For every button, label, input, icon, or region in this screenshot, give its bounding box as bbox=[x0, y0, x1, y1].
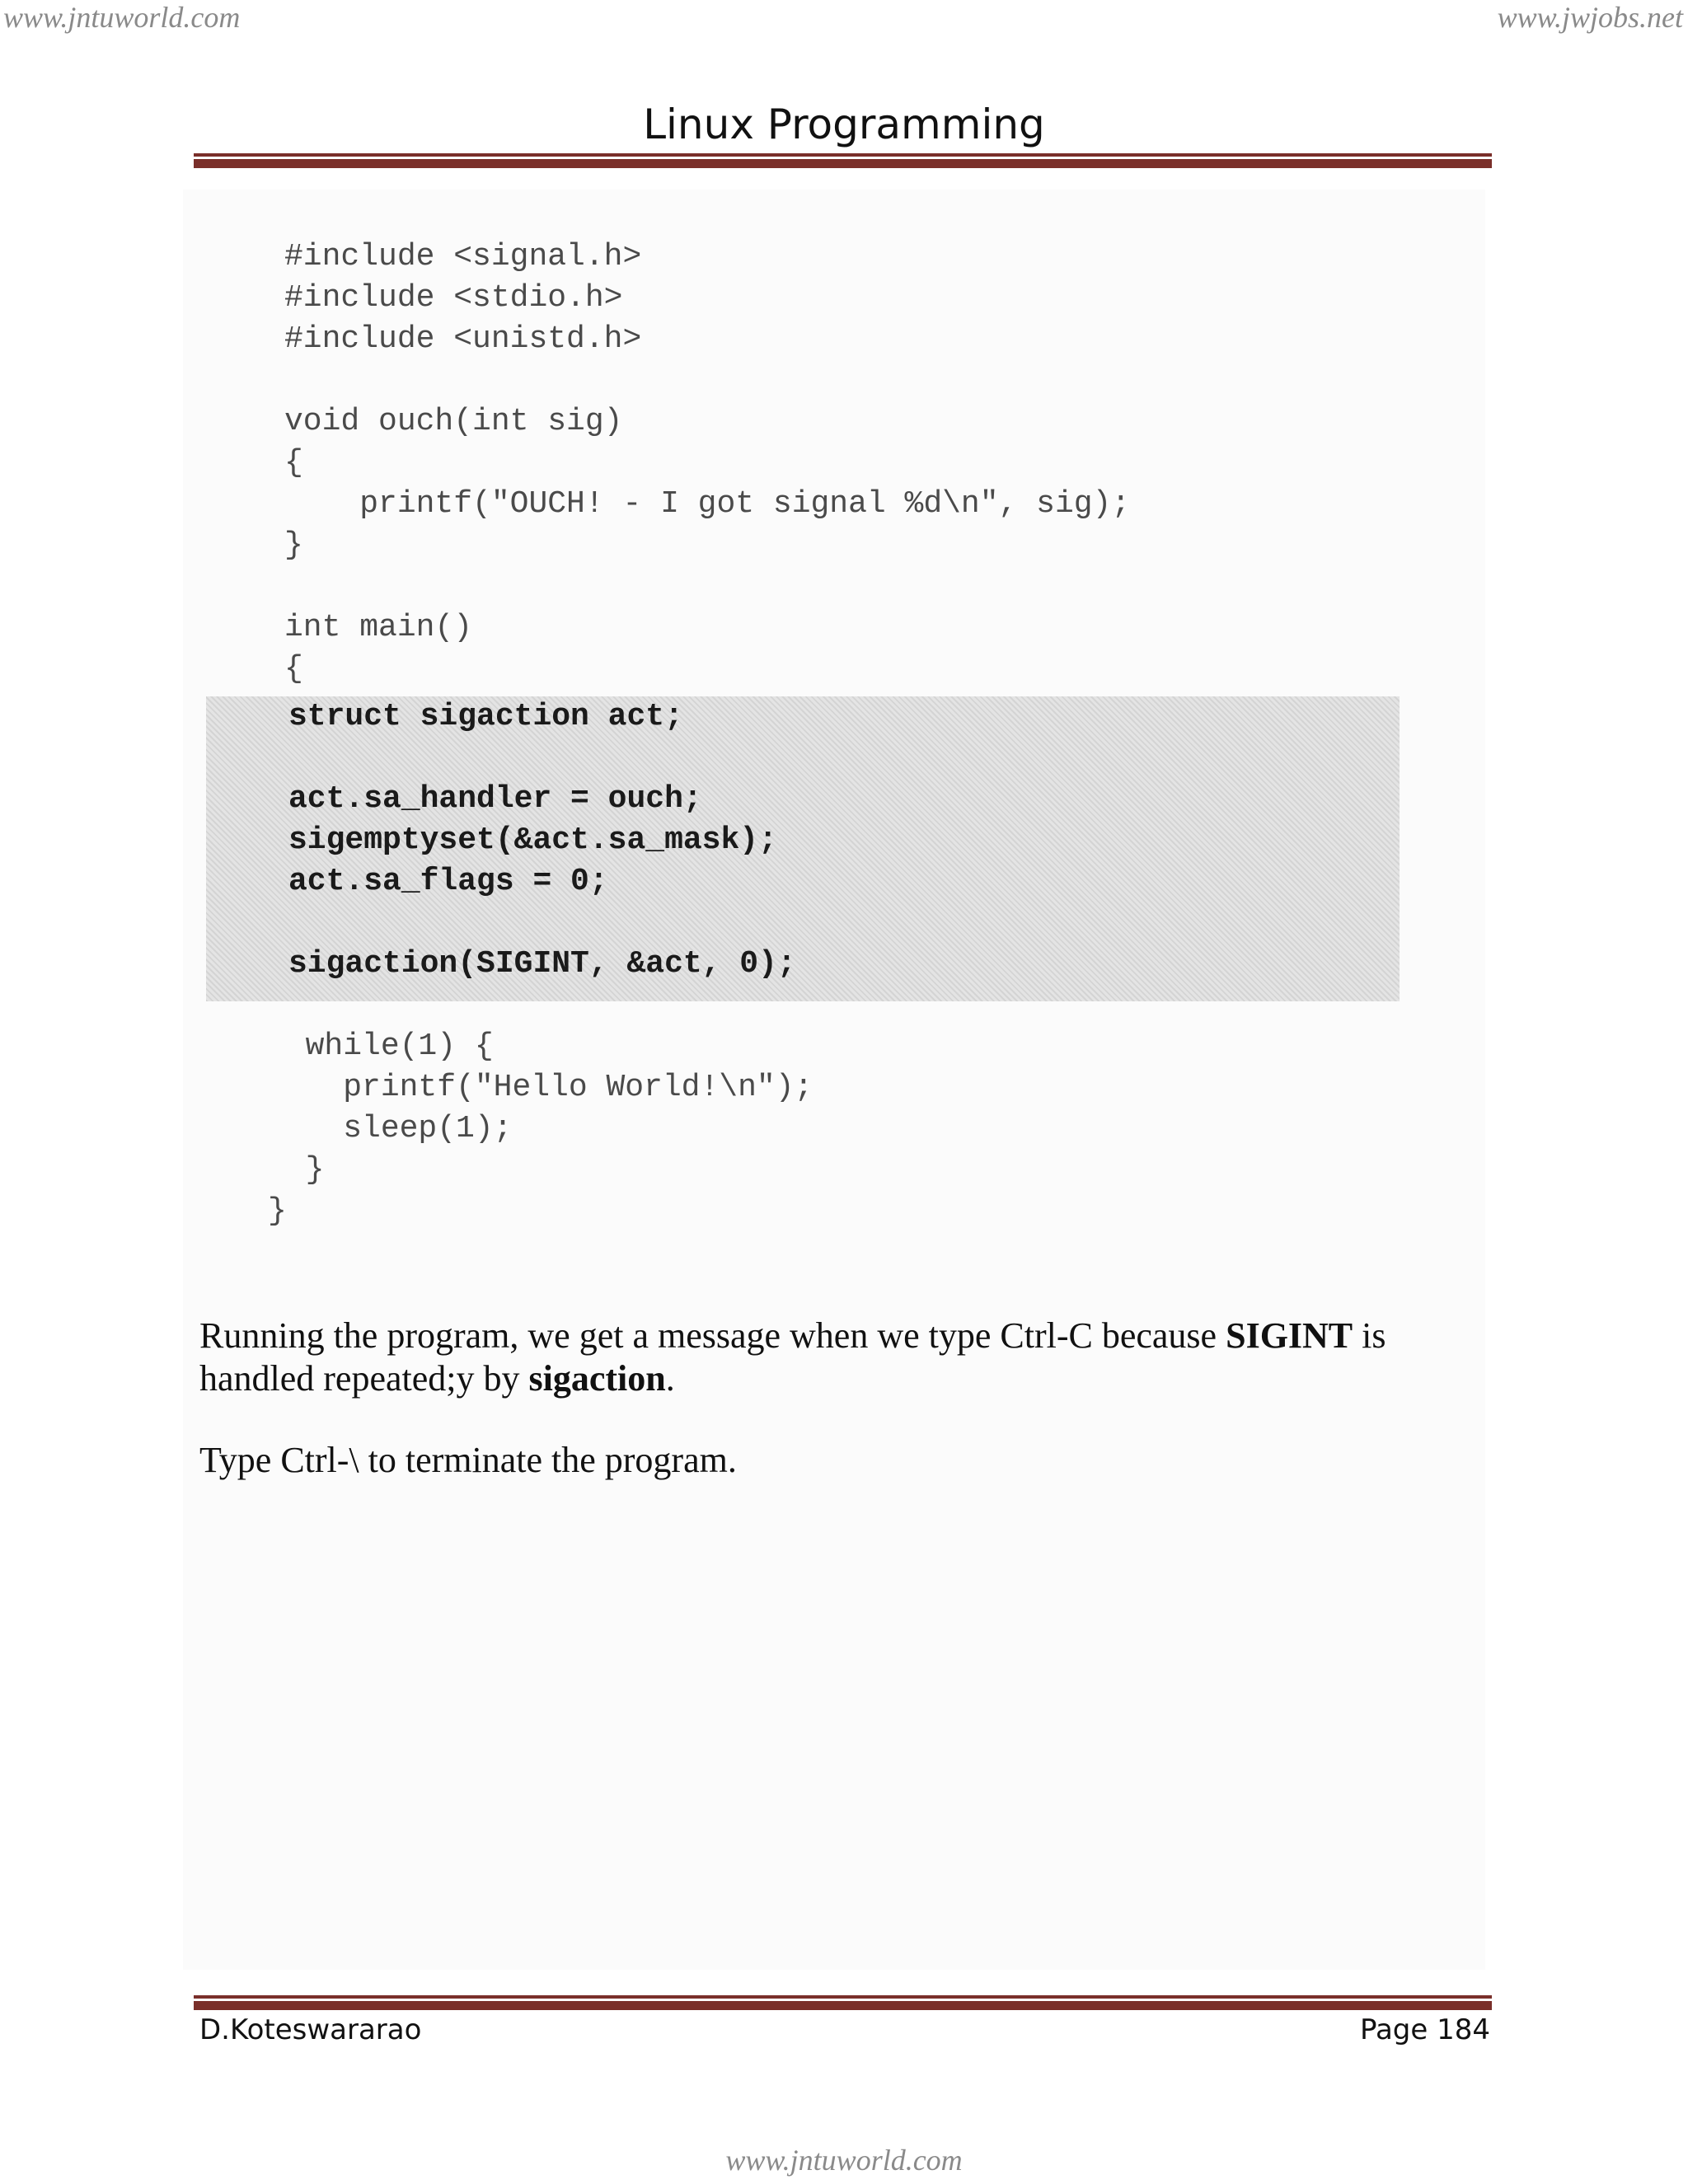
para-text: is handled repeated;y by bbox=[199, 1315, 1386, 1399]
page-title: Linux Programming bbox=[643, 101, 1045, 148]
para-bold-sigaction: sigaction bbox=[528, 1358, 666, 1399]
header-rule bbox=[194, 153, 1492, 168]
footer-page-number: Page 184 bbox=[1359, 2013, 1490, 2046]
paragraph-terminate: Type Ctrl-\ to terminate the program. bbox=[199, 1440, 737, 1480]
code-block-tail: while(1) { printf("Hello World!\n"); sleep(1); } } bbox=[268, 1029, 814, 1229]
watermark-top-right: www.jwjobs.net bbox=[1497, 1, 1683, 34]
para-bold-sigint: SIGINT bbox=[1226, 1315, 1353, 1356]
footer-rule bbox=[194, 1995, 1492, 2010]
watermark-top-left: www.jntuworld.com bbox=[3, 1, 241, 34]
footer-author: D.Koteswararao bbox=[199, 2013, 422, 2046]
code-block-highlighted: struct sigaction act; act.sa_handler = ouch; sigemptyset(&act.sa_mask); act.sa_flags = 0; sigaction(SIGINT, &act, 0); bbox=[288, 699, 796, 982]
para-text: Running the program, we get a message when we type Ctrl-C because bbox=[199, 1315, 1226, 1356]
paragraph-running-program bbox=[199, 1315, 1493, 1400]
para-text: . bbox=[665, 1358, 675, 1399]
code-highlight-box bbox=[206, 696, 1400, 1001]
code-block-head: #include <signal.h> #include <stdio.h> #include <unistd.h> void ouch(int sig) { printf("OUCH! - I got signal %d\n", sig); } int main() { bbox=[284, 239, 1131, 687]
watermark-bottom: www.jntuworld.com bbox=[725, 2144, 963, 2177]
